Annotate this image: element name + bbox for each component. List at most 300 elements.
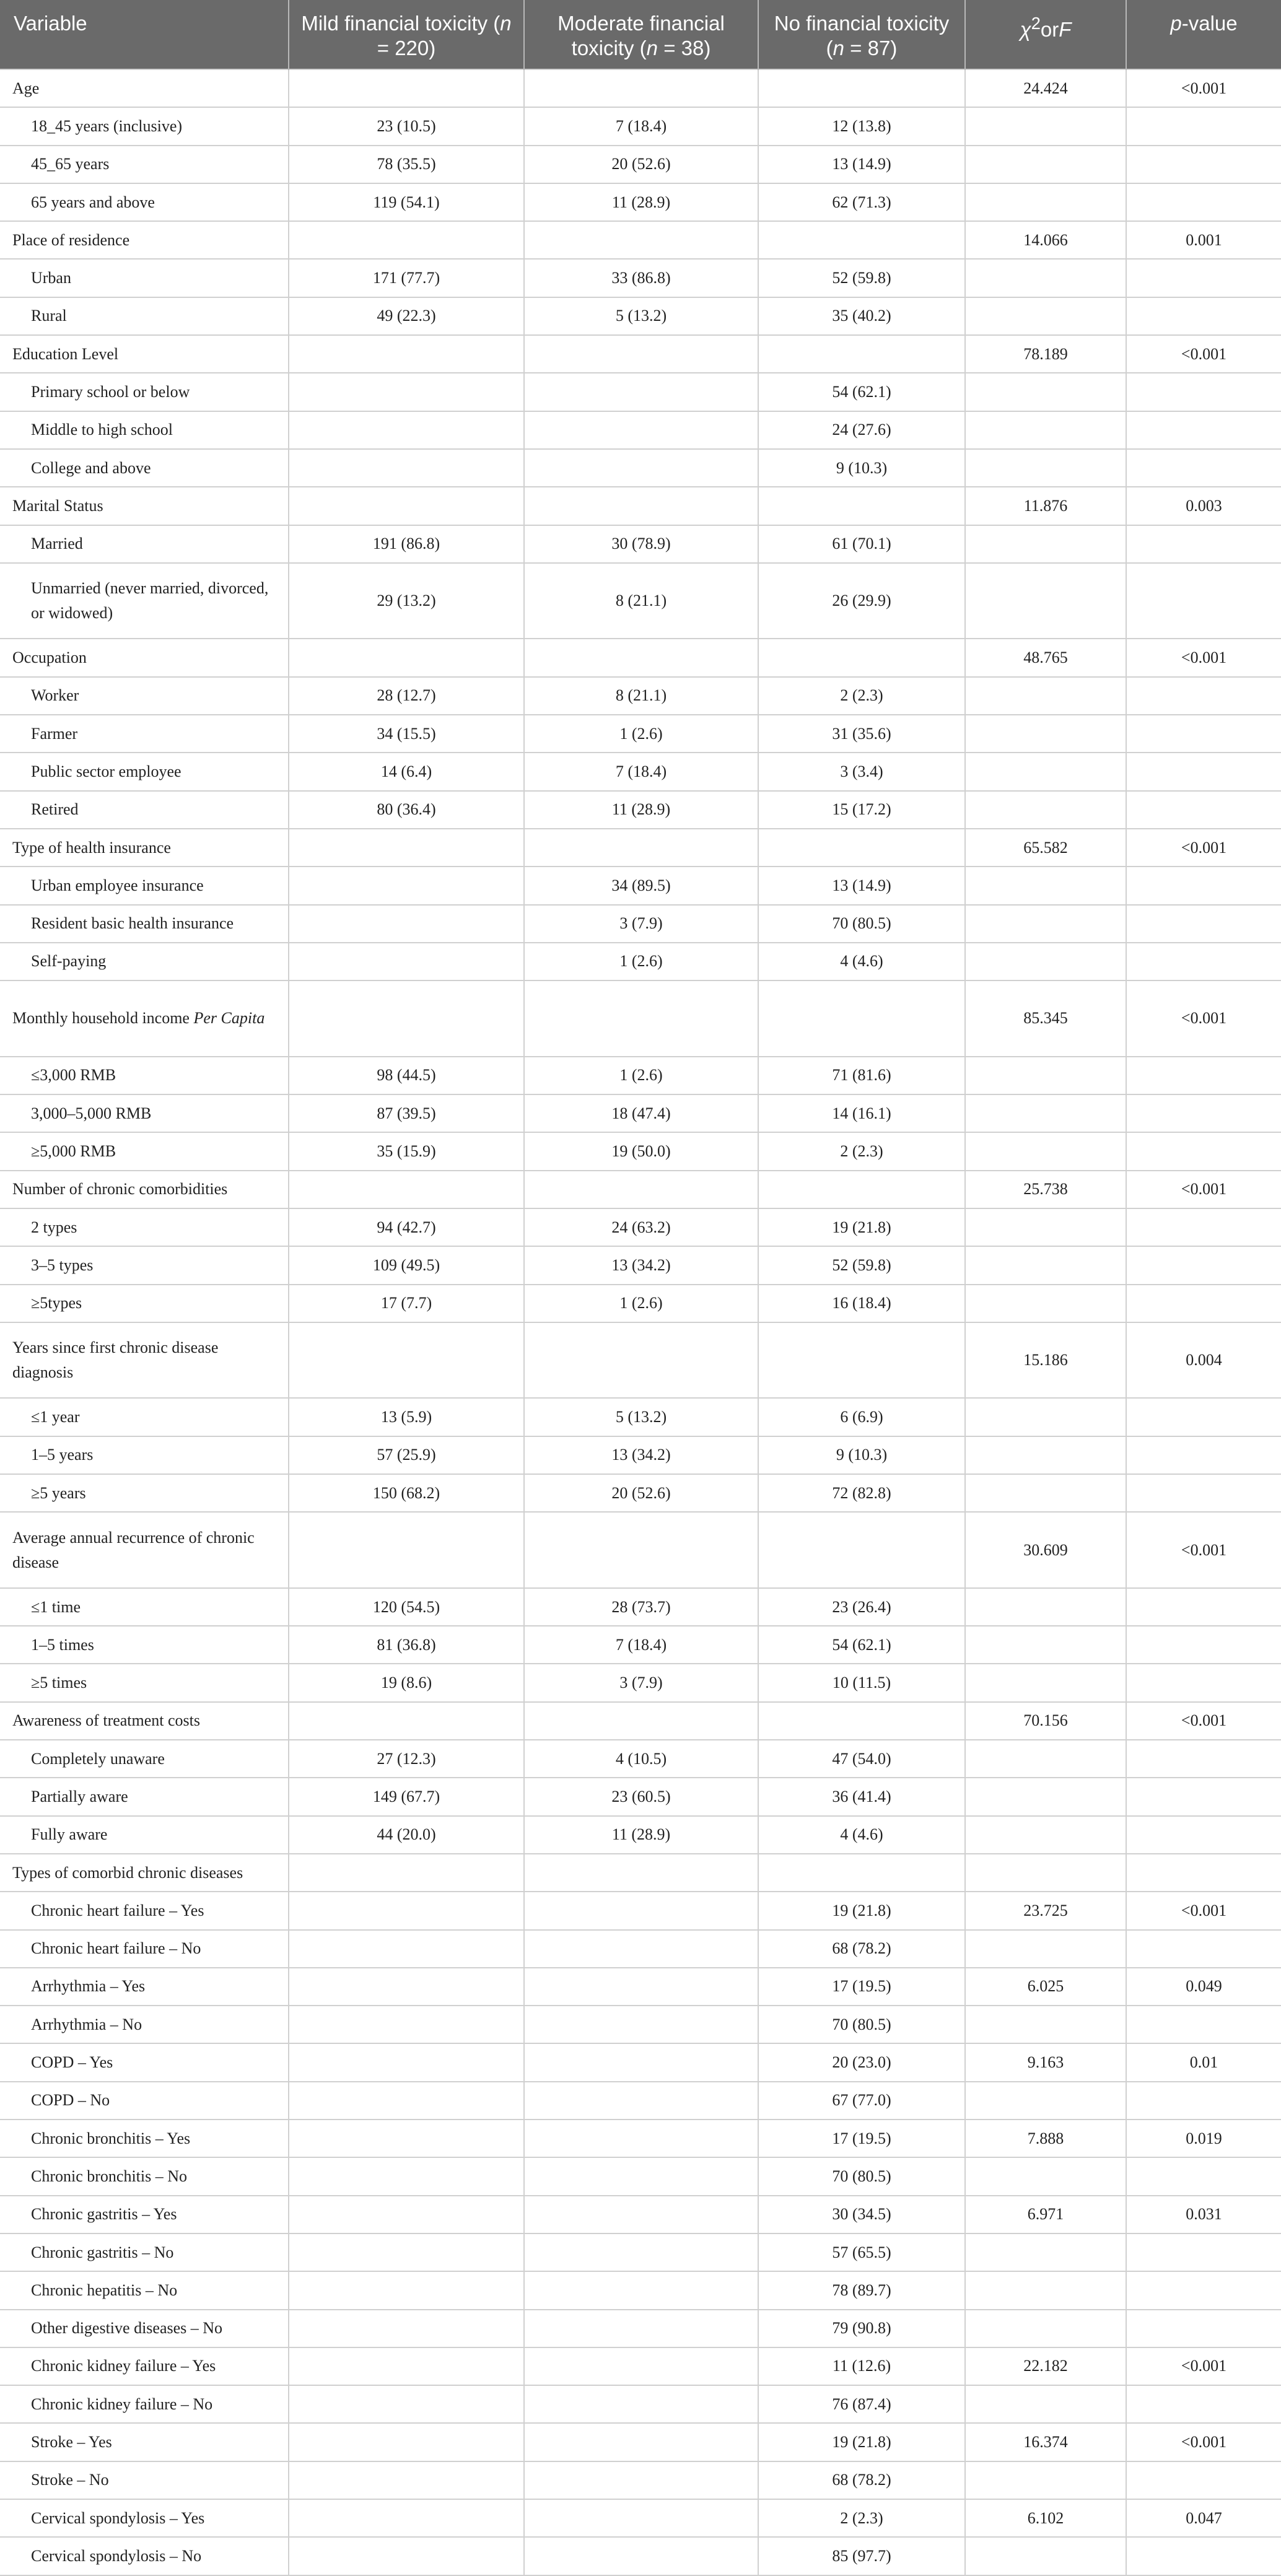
stat-cell [965,1208,1126,1246]
none-cell: 13 (14.9) [758,146,965,183]
moderate-cell [524,2006,758,2043]
stat-cell: 7.888 [965,2120,1126,2157]
variable-cell: Occupation [0,639,289,676]
p-value-cell [1126,1588,1281,1626]
p-value-cell [1126,1474,1281,1512]
stat-cell: 6.025 [965,1968,1126,2006]
none-cell [758,221,965,259]
group-header-row [0,335,1281,373]
variable-cell: Stroke – Yes [0,2423,289,2461]
variable-cell: Rural [0,297,289,335]
p-value-cell: <0.001 [1126,639,1281,676]
table-header [0,0,1281,69]
variable-cell: Completely unaware [0,1740,289,1778]
moderate-cell: 8 (21.1) [524,563,758,639]
none-cell: 24 (27.6) [758,411,965,449]
p-value-cell [1126,2082,1281,2120]
mild-cell [289,2461,524,2499]
mild-cell [289,2006,524,2043]
variable-cell: Cervical spondylosis – No [0,2537,289,2575]
group-header-row [0,1854,1281,1892]
none-cell: 10 (11.5) [758,1664,965,1701]
none-cell: 31 (35.6) [758,715,965,753]
mild-cell [289,221,524,259]
stat-cell [965,1285,1126,1322]
table-row [0,1246,1281,1284]
none-cell: 17 (19.5) [758,1968,965,2006]
none-cell: 2 (2.3) [758,1132,965,1170]
table-row [0,753,1281,790]
table-row [0,2271,1281,2309]
p-value-cell: <0.001 [1126,1702,1281,1740]
none-cell: 62 (71.3) [758,183,965,221]
table-row [0,2385,1281,2423]
none-cell [758,1854,965,1892]
none-cell: 54 (62.1) [758,1626,965,1664]
table-row [0,2233,1281,2271]
stat-cell: 25.738 [965,1171,1126,1208]
stat-cell: 11.876 [965,487,1126,525]
moderate-cell [524,1892,758,1929]
stat-cell [965,1626,1126,1664]
p-value-cell: <0.001 [1126,1512,1281,1588]
moderate-cell: 28 (73.7) [524,1588,758,1626]
variable-cell: Urban employee insurance [0,867,289,904]
group-header-row [0,1512,1281,1588]
variable-cell: ≥5 times [0,1664,289,1701]
stat-cell [965,1854,1126,1892]
moderate-cell [524,1702,758,1740]
group-header-row [0,1702,1281,1740]
table-row [0,2157,1281,2195]
none-cell: 11 (12.6) [758,2347,965,2385]
table-row [0,1398,1281,1436]
table-row [0,867,1281,904]
none-cell: 15 (17.2) [758,791,965,829]
stat-cell [965,2310,1126,2347]
moderate-cell [524,2461,758,2499]
group-header-row [0,1171,1281,1208]
mild-cell [289,1854,524,1892]
moderate-cell [524,1854,758,1892]
none-cell: 19 (21.8) [758,2423,965,2461]
variable-cell: Chronic hepatitis – No [0,2271,289,2309]
p-value-cell [1126,146,1281,183]
p-value-cell [1126,1285,1281,1322]
group-header-row [0,487,1281,525]
mild-cell [289,2196,524,2233]
p-value-cell [1126,715,1281,753]
variable-cell: ≤3,000 RMB [0,1057,289,1094]
variable-cell: Education Level [0,335,289,373]
p-value-cell [1126,677,1281,715]
table-row [0,1740,1281,1778]
mild-cell [289,2347,524,2385]
stat-cell [965,146,1126,183]
stat-cell [965,905,1126,943]
moderate-cell [524,2499,758,2537]
table-row [0,1436,1281,1474]
variable-cell: 45_65 years [0,146,289,183]
group-header-row [0,1322,1281,1399]
stat-cell: 6.971 [965,2196,1126,2233]
mild-cell [289,1892,524,1929]
moderate-cell: 33 (86.8) [524,259,758,297]
moderate-cell: 11 (28.9) [524,183,758,221]
none-cell [758,1322,965,1399]
table-row [0,1474,1281,1512]
table-row [0,1626,1281,1664]
mild-cell: 57 (25.9) [289,1436,524,1474]
p-value-cell [1126,791,1281,829]
stat-cell [965,259,1126,297]
mild-cell [289,2537,524,2575]
moderate-cell [524,980,758,1057]
moderate-cell [524,335,758,373]
p-value-cell [1126,449,1281,487]
moderate-cell [524,2157,758,2195]
table-row [0,2043,1281,2081]
variable-cell: Partially aware [0,1778,289,1815]
p-value-cell [1126,525,1281,563]
none-cell: 19 (21.8) [758,1892,965,1929]
p-value-cell [1126,1057,1281,1094]
mild-cell [289,449,524,487]
variable-cell: Chronic heart failure – Yes [0,1892,289,1929]
p-value-cell: <0.001 [1126,335,1281,373]
none-cell: 20 (23.0) [758,2043,965,2081]
variable-cell: Stroke – No [0,2461,289,2499]
mild-cell [289,943,524,980]
p-value-cell [1126,2271,1281,2309]
none-cell: 26 (29.9) [758,563,965,639]
none-cell [758,639,965,676]
moderate-cell: 1 (2.6) [524,715,758,753]
stat-cell [965,297,1126,335]
mild-cell: 191 (86.8) [289,525,524,563]
p-value-cell [1126,107,1281,145]
table-row [0,563,1281,639]
none-cell [758,980,965,1057]
mild-cell: 44 (20.0) [289,1816,524,1854]
stat-cell [965,1664,1126,1701]
stat-cell [965,715,1126,753]
moderate-cell [524,2271,758,2309]
moderate-cell: 8 (21.1) [524,677,758,715]
variable-cell: Marital Status [0,487,289,525]
none-cell: 6 (6.9) [758,1398,965,1436]
p-value-cell: 0.047 [1126,2499,1281,2537]
table-row [0,1057,1281,1094]
table-row [0,2461,1281,2499]
mild-cell: 94 (42.7) [289,1208,524,1246]
variable-cell: Chronic gastritis – Yes [0,2196,289,2233]
mild-cell [289,411,524,449]
variable-cell: Type of health insurance [0,829,289,867]
variable-cell: ≥5 years [0,1474,289,1512]
mild-cell [289,1171,524,1208]
p-value-cell: <0.001 [1126,2423,1281,2461]
none-cell: 54 (62.1) [758,373,965,411]
none-cell [758,487,965,525]
none-cell: 9 (10.3) [758,1436,965,1474]
table-row [0,677,1281,715]
table-row [0,1664,1281,1701]
p-value-cell: 0.031 [1126,2196,1281,2233]
none-cell [758,1512,965,1588]
mild-cell [289,487,524,525]
mild-cell [289,1930,524,1968]
none-cell [758,829,965,867]
p-value-cell [1126,1854,1281,1892]
p-value-cell [1126,753,1281,790]
none-cell: 68 (78.2) [758,2461,965,2499]
stat-cell: 24.424 [965,69,1126,107]
mild-cell: 35 (15.9) [289,1132,524,1170]
p-value-cell [1126,2006,1281,2043]
stat-cell [965,449,1126,487]
variable-cell: Cervical spondylosis – Yes [0,2499,289,2537]
mild-cell [289,1322,524,1399]
stat-cell: 65.582 [965,829,1126,867]
p-value-cell: <0.001 [1126,980,1281,1057]
none-cell: 23 (26.4) [758,1588,965,1626]
header-mild: Mild financial toxicity (n = 220) [289,0,524,69]
mild-cell: 17 (7.7) [289,1285,524,1322]
p-value-cell: 0.004 [1126,1322,1281,1399]
variable-cell: Place of residence [0,221,289,259]
variable-cell: Chronic bronchitis – No [0,2157,289,2195]
none-cell: 30 (34.5) [758,2196,965,2233]
table-row [0,373,1281,411]
table-row [0,2537,1281,2575]
p-value-cell: <0.001 [1126,1892,1281,1929]
stat-cell [965,1132,1126,1170]
variable-cell: ≤1 time [0,1588,289,1626]
moderate-cell [524,2423,758,2461]
p-value-cell [1126,411,1281,449]
p-value-cell [1126,2233,1281,2271]
stat-cell: 23.725 [965,1892,1126,1929]
mild-cell [289,2233,524,2271]
none-cell: 76 (87.4) [758,2385,965,2423]
stat-cell [965,1094,1126,1132]
p-value-cell [1126,2157,1281,2195]
mild-cell: 23 (10.5) [289,107,524,145]
mild-cell: 171 (77.7) [289,259,524,297]
header-row [0,0,1281,69]
variable-cell: Farmer [0,715,289,753]
none-cell: 2 (2.3) [758,677,965,715]
none-cell: 2 (2.3) [758,2499,965,2537]
p-value-cell [1126,2537,1281,2575]
header-none: No financial toxicity (n = 87) [758,0,965,69]
moderate-cell: 4 (10.5) [524,1740,758,1778]
p-value-cell [1126,943,1281,980]
group-header-row [0,639,1281,676]
table-row [0,1930,1281,1968]
table-row [0,1892,1281,1929]
none-cell: 70 (80.5) [758,905,965,943]
none-cell: 52 (59.8) [758,259,965,297]
variable-cell: Chronic heart failure – No [0,1930,289,1968]
variable-cell: Years since first chronic disease diagnosis [0,1322,289,1399]
moderate-cell: 5 (13.2) [524,1398,758,1436]
moderate-cell: 3 (7.9) [524,905,758,943]
stat-cell: 48.765 [965,639,1126,676]
p-value-cell: <0.001 [1126,2347,1281,2385]
table-row [0,1132,1281,1170]
moderate-cell: 34 (89.5) [524,867,758,904]
variable-cell: Retired [0,791,289,829]
stat-cell [965,2157,1126,2195]
stat-cell [965,943,1126,980]
moderate-cell: 13 (34.2) [524,1436,758,1474]
moderate-cell [524,2196,758,2233]
table-row [0,1208,1281,1246]
stat-cell [965,411,1126,449]
group-header-row [0,221,1281,259]
variable-cell: Urban [0,259,289,297]
stat-cell [965,677,1126,715]
p-value-cell [1126,1094,1281,1132]
none-cell: 79 (90.8) [758,2310,965,2347]
stat-cell [965,183,1126,221]
moderate-cell: 7 (18.4) [524,1626,758,1664]
mild-cell [289,1968,524,2006]
stat-cell [965,1474,1126,1512]
none-cell: 72 (82.8) [758,1474,965,1512]
table-row [0,1816,1281,1854]
table-row [0,1968,1281,2006]
variable-cell: Middle to high school [0,411,289,449]
mild-cell [289,2082,524,2120]
p-value-cell: 0.003 [1126,487,1281,525]
variable-cell: Number of chronic comorbidities [0,1171,289,1208]
p-value-cell [1126,183,1281,221]
stat-cell [965,867,1126,904]
variable-cell: Unmarried (never married, divorced, or widowed) [0,563,289,639]
mild-cell: 87 (39.5) [289,1094,524,1132]
mild-cell: 119 (54.1) [289,183,524,221]
none-cell: 35 (40.2) [758,297,965,335]
p-value-cell [1126,259,1281,297]
p-value-cell: 0.049 [1126,1968,1281,2006]
stat-cell [965,107,1126,145]
variable-cell: Primary school or below [0,373,289,411]
mild-cell [289,2271,524,2309]
moderate-cell [524,69,758,107]
stat-cell [965,1930,1126,1968]
none-cell: 16 (18.4) [758,1285,965,1322]
variable-cell: COPD – No [0,2082,289,2120]
variable-cell: Worker [0,677,289,715]
table-row [0,297,1281,335]
stat-cell: 6.102 [965,2499,1126,2537]
moderate-cell [524,2120,758,2157]
none-cell: 4 (4.6) [758,943,965,980]
table-row [0,1778,1281,1815]
variable-cell: Married [0,525,289,563]
group-header-row [0,980,1281,1057]
moderate-cell [524,411,758,449]
mild-cell [289,2043,524,2081]
header-moderate: Moderate financial toxicity (n = 38) [524,0,758,69]
moderate-cell [524,1322,758,1399]
group-header-row [0,829,1281,867]
table-row [0,146,1281,183]
p-value-cell: 0.01 [1126,2043,1281,2081]
stat-cell [965,2461,1126,2499]
table-row [0,449,1281,487]
table-row [0,1588,1281,1626]
mild-cell [289,2499,524,2537]
none-cell: 61 (70.1) [758,525,965,563]
variable-cell: 3,000–5,000 RMB [0,1094,289,1132]
mild-cell [289,980,524,1057]
none-cell: 13 (14.9) [758,867,965,904]
none-cell: 12 (13.8) [758,107,965,145]
moderate-cell: 11 (28.9) [524,791,758,829]
table-row [0,525,1281,563]
variable-cell: Self-paying [0,943,289,980]
table-row [0,2423,1281,2461]
stat-cell: 15.186 [965,1322,1126,1399]
table-row [0,2120,1281,2157]
moderate-cell: 19 (50.0) [524,1132,758,1170]
moderate-cell [524,2347,758,2385]
moderate-cell [524,639,758,676]
p-value-cell [1126,373,1281,411]
moderate-cell [524,2082,758,2120]
stat-cell [965,2271,1126,2309]
p-value-cell: 0.019 [1126,2120,1281,2157]
table-row [0,2499,1281,2537]
variable-cell: ≤1 year [0,1398,289,1436]
mild-cell [289,373,524,411]
p-value-cell [1126,1208,1281,1246]
moderate-cell [524,1171,758,1208]
moderate-cell: 3 (7.9) [524,1664,758,1701]
moderate-cell [524,1512,758,1588]
none-cell: 36 (41.4) [758,1778,965,1815]
stat-cell [965,1588,1126,1626]
variable-cell: 18_45 years (inclusive) [0,107,289,145]
mild-cell [289,335,524,373]
mild-cell: 27 (12.3) [289,1740,524,1778]
moderate-cell: 1 (2.6) [524,1285,758,1322]
mild-cell: 19 (8.6) [289,1664,524,1701]
variable-cell: ≥5types [0,1285,289,1322]
stat-cell [965,525,1126,563]
p-value-cell [1126,297,1281,335]
variable-cell: 1–5 years [0,1436,289,1474]
mild-cell: 109 (49.5) [289,1246,524,1284]
none-cell: 19 (21.8) [758,1208,965,1246]
mild-cell: 78 (35.5) [289,146,524,183]
variable-cell: 2 types [0,1208,289,1246]
moderate-cell: 1 (2.6) [524,1057,758,1094]
moderate-cell: 5 (13.2) [524,297,758,335]
mild-cell [289,1702,524,1740]
stat-cell [965,753,1126,790]
variable-cell: Chronic gastritis – No [0,2233,289,2271]
p-value-cell [1126,1816,1281,1854]
p-value-cell [1126,2310,1281,2347]
variable-cell: Age [0,69,289,107]
moderate-cell [524,2233,758,2271]
moderate-cell [524,1968,758,2006]
